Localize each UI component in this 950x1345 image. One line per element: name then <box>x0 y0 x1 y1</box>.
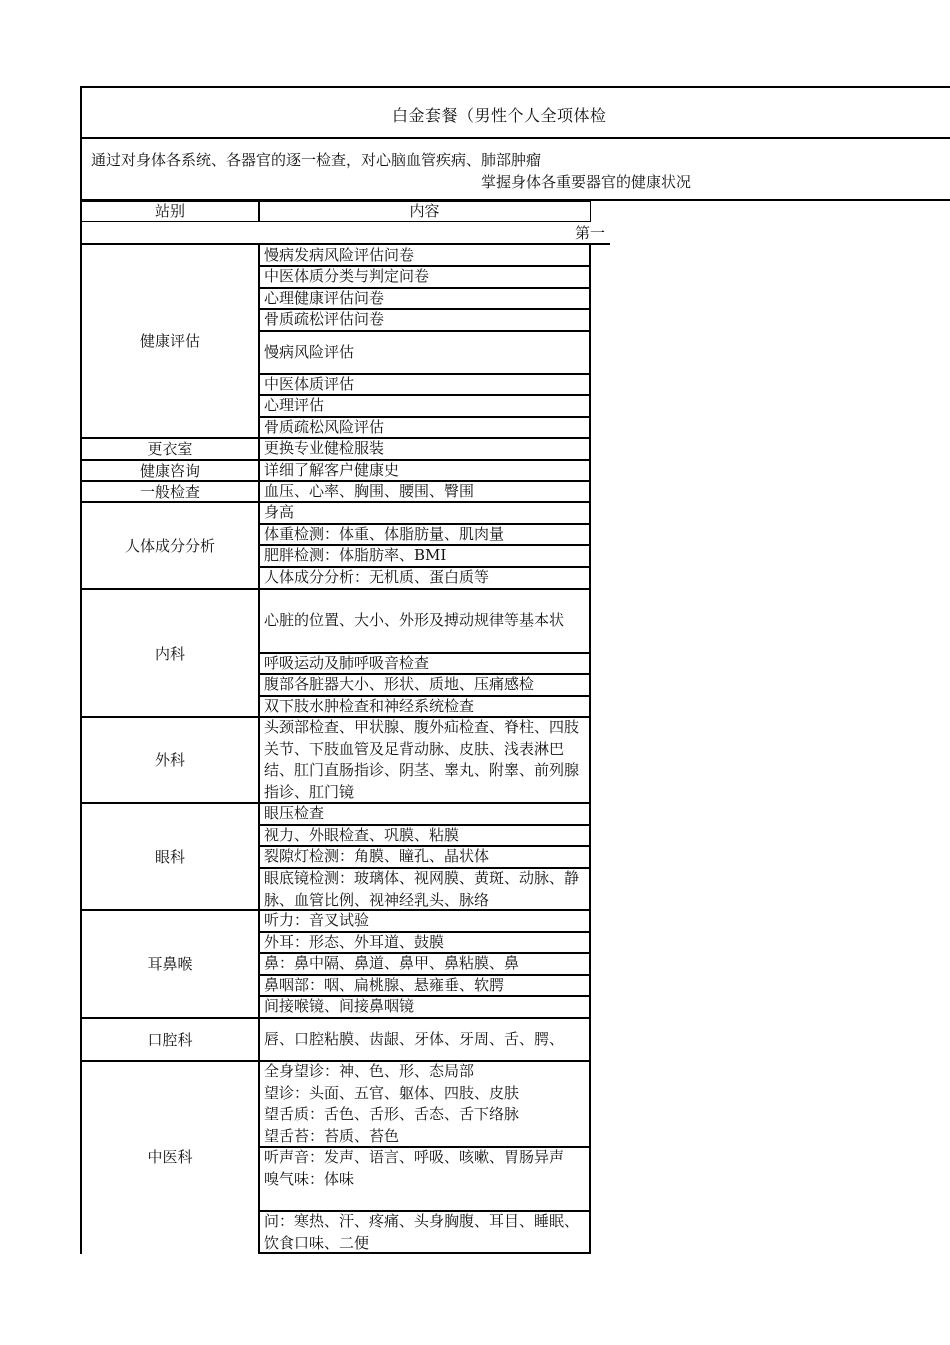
content-item <box>259 1211 589 1252</box>
page-title: 白金套餐（男性个人全项体检 <box>392 106 607 125</box>
content-item-text: 望舌质：舌色、舌形、舌态、舌下络脉 <box>264 1105 520 1123</box>
content-item-text: 嗅气味：体味 <box>264 1169 355 1188</box>
content-item: 中医体质评估 <box>259 374 354 395</box>
content-item-text: 头颈部检查、甲状腺、腹外疝检查、脊柱、四肢关节、下肢血管及足背动脉、皮肤、浅表淋巴结、肛门直肠指诊、阴茎、睾丸、附睾、前列腺指诊、肛门镜 <box>264 718 580 801</box>
intro-line-1: 通过对身体各系统、各器官的逐一检查，对心脑血管疾病、肺部肿瘤 <box>91 151 542 169</box>
content-item: 裂隙灯检测：角膜、瞳孔、晶状体 <box>259 846 489 867</box>
content-item: 鼻：鼻中隔、鼻道、鼻甲、鼻粘膜、鼻 <box>259 953 519 974</box>
content-item-text: 望舌苔：苔质、苔色 <box>264 1126 400 1145</box>
station-health-consult: 健康咨询 <box>139 462 200 480</box>
content-item-text: 望诊：头面、五官、躯体、四肢、皮肤 <box>264 1083 520 1102</box>
content-item <box>259 717 589 802</box>
title-divider <box>80 137 950 139</box>
station-surgery: 外科 <box>154 751 185 769</box>
content-item: 外耳：形态、外耳道、鼓膜 <box>259 932 444 953</box>
station-dental: 口腔科 <box>147 1031 193 1049</box>
station-health-assessment: 健康评估 <box>139 332 200 350</box>
content-item: 骨质疏松评估问卷 <box>259 309 384 330</box>
intro-line-2: 掌握身体各重要器官的健康状况 <box>481 173 692 191</box>
column-header-content: 内容 <box>258 201 591 222</box>
content-item <box>259 1061 519 1147</box>
content-item: 慢病发病风险评估问卷 <box>259 244 414 266</box>
station-internal-medicine: 内科 <box>154 644 185 663</box>
content-item: 详细了解客户健康史 <box>259 460 399 481</box>
content-item: 眼压检查 <box>259 803 324 824</box>
content-item: 体重检测：体重、体脂肪量、肌肉量 <box>259 524 504 545</box>
top-border <box>80 86 950 88</box>
station-tcm: 中医科 <box>147 1148 193 1166</box>
station-ent: 耳鼻喉 <box>147 955 193 973</box>
content-item: 身高 <box>259 502 294 523</box>
section-label: 第一 <box>575 224 606 242</box>
content-item: 双下肢水肿检查和神经系统检查 <box>259 696 474 717</box>
content-item: 呼吸运动及肺呼吸音检查 <box>259 653 429 674</box>
content-item: 血压、心率、胸围、腰围、臀围 <box>259 481 474 502</box>
content-item: 慢病风险评估 <box>259 331 354 374</box>
content-item: 听力：音叉试验 <box>259 910 369 931</box>
content-item: 骨质疏松风险评估 <box>259 417 384 438</box>
content-item: 中医体质分类与判定问卷 <box>259 266 429 287</box>
content-item-text: 心脏的位置、大小、外形及搏动规律等基本状 <box>264 611 565 629</box>
content-item: 视力、外眼检查、巩膜、粘膜 <box>259 825 459 846</box>
content-item-text: 唇、口腔粘膜、齿龈、牙体、牙周、舌、腭、 <box>264 1030 565 1048</box>
content-item-text: 问：寒热、汗、疼痛、头身胸腹、耳目、睡眠、饮食口味、二便 <box>264 1212 580 1252</box>
station-body-composition: 人体成分分析 <box>124 536 215 555</box>
content-item: 更换专业健检服装 <box>259 438 384 459</box>
station-ophthalmology: 眼科 <box>154 847 185 866</box>
station-changing-room: 更衣室 <box>147 440 193 458</box>
content-item: 肥胖检测：体脂肪率、BMI <box>259 545 446 566</box>
content-item-text: 听声音：发声、语言、呼吸、咳嗽、胃肠异声 <box>264 1148 565 1166</box>
content-item <box>259 589 564 652</box>
content-item: 鼻咽部：咽、扁桃腺、悬雍垂、软腭 <box>259 975 504 996</box>
content-item: 腹部各脏器大小、形状、质地、压痛感检 <box>259 674 534 695</box>
station-general-check: 一般检查 <box>139 483 200 501</box>
column-header-station: 站别 <box>80 201 260 222</box>
content-item <box>259 1018 564 1061</box>
content-item <box>259 1147 589 1210</box>
content-item-text: 眼底镜检测：玻璃体、视网膜、黄斑、动脉、静脉、血管比例、视神经乳头、脉络 <box>264 869 580 909</box>
content-item <box>259 868 589 909</box>
content-item-text: 全身望诊：神、色、形、态局部 <box>264 1062 475 1080</box>
content-item: 间接喉镜、间接鼻咽镜 <box>259 996 414 1017</box>
content-item: 心理评估 <box>259 395 324 416</box>
content-item: 人体成分分析：无机质、蛋白质等 <box>259 567 489 588</box>
content-item: 心理健康评估问卷 <box>259 288 384 309</box>
